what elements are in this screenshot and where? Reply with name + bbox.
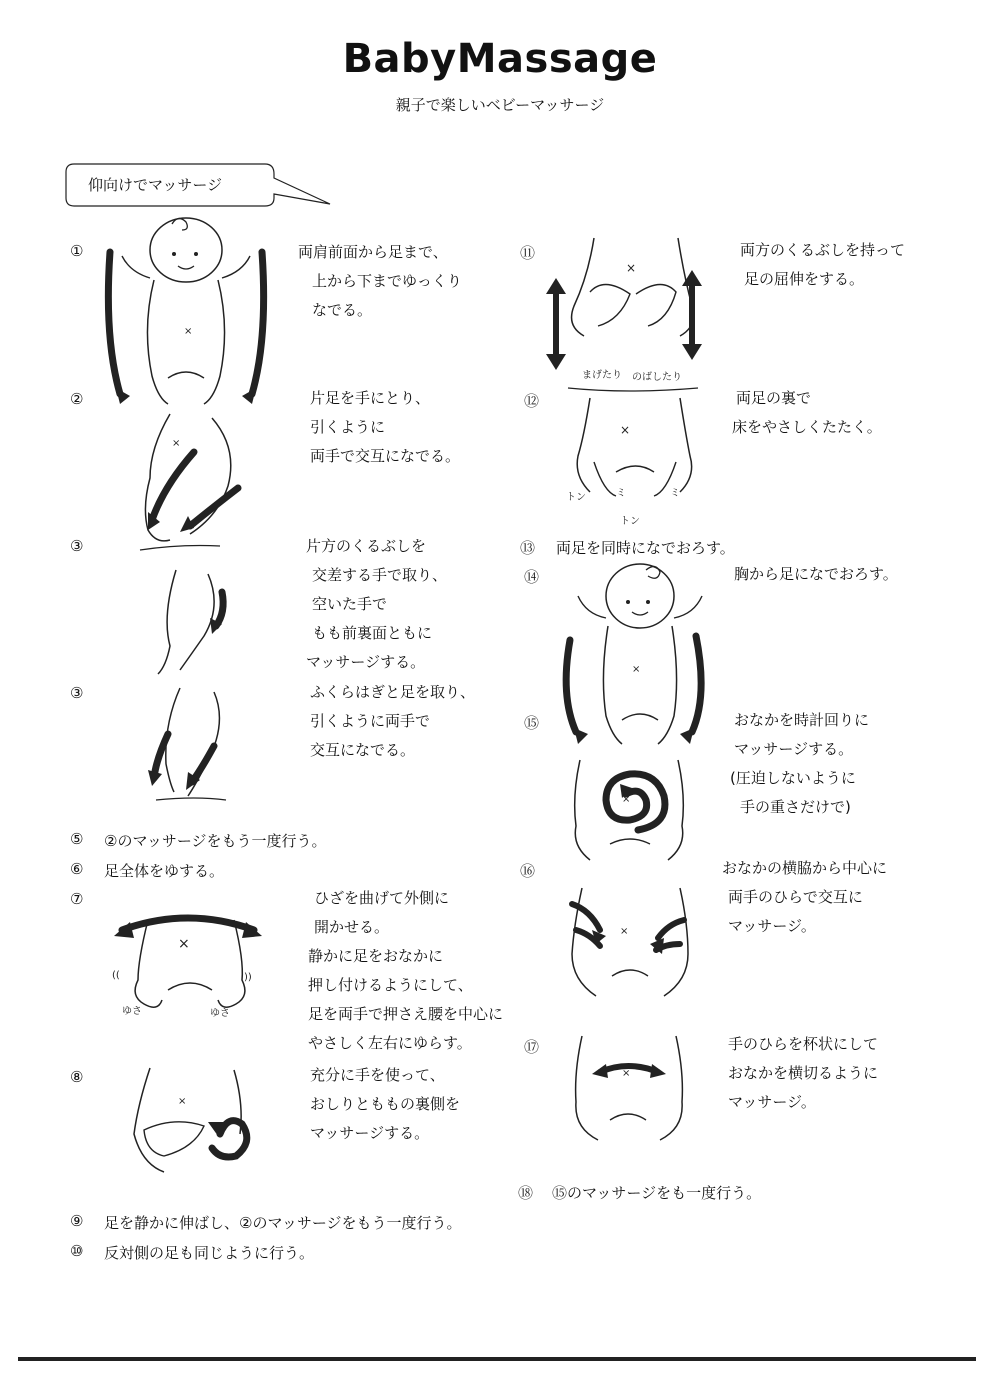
- step-number-1: ①: [70, 242, 84, 260]
- step-text-12: [732, 384, 882, 442]
- figure-label-bend: まげたり: [582, 370, 622, 381]
- step-3a-line: マッサージする。: [306, 653, 426, 671]
- knee-rock-figure: [108, 900, 268, 1030]
- leg-stroke-figure: [120, 408, 260, 553]
- step-text-9: 足を静かに伸ばし、②のマッサージをもう一度行う。: [104, 1214, 462, 1232]
- step-2-line: 両手で交互になでる。: [310, 447, 461, 465]
- step-number-2: ②: [70, 390, 84, 408]
- step-16-line: マッサージ。: [728, 917, 816, 935]
- bottom-rule: [18, 1357, 976, 1361]
- step-7-line: 足を両手で押さえ腰を中心に: [308, 1005, 504, 1023]
- svg-text:×: ×: [184, 326, 193, 337]
- calf-stroke-figure: [136, 684, 256, 804]
- callout-text: 仰向けでマッサージ: [88, 176, 223, 194]
- step-8-line: 充分に手を使って、: [310, 1066, 445, 1084]
- step-text-1: [298, 238, 462, 325]
- step-17-line: 手のひらを杯状にして: [728, 1035, 879, 1053]
- svg-text:)): )): [244, 972, 252, 983]
- leg-bend-figure: [538, 236, 718, 396]
- step-16-line: おなかの横脇から中心に: [722, 859, 888, 877]
- step-text-3a: [306, 532, 447, 677]
- step-text-5: ②のマッサージをもう一度行う。: [104, 832, 327, 850]
- page-title: BabyMassage: [342, 36, 658, 82]
- figure-label-stretch: のばしたり: [632, 372, 682, 383]
- step-8-line: マッサージする。: [310, 1124, 430, 1142]
- step-7-line: 静かに足をおなかに: [308, 947, 444, 965]
- step-text-11: [740, 236, 905, 294]
- step-number-3b: ③: [70, 684, 84, 702]
- step-text-13: 両足を同時になでおろす。: [556, 539, 735, 557]
- svg-text:×: ×: [172, 438, 181, 449]
- step-3b-line: ふくらはぎと足を取り、: [310, 683, 476, 701]
- step-number-6: ⑥: [70, 860, 84, 878]
- step-14-line: 胸から足になでおろす。: [734, 565, 898, 583]
- buttock-massage-figure: [124, 1064, 264, 1184]
- step-number-5: ⑤: [70, 830, 84, 848]
- step-15-line: おなかを時計回りに: [734, 711, 870, 729]
- step-text-6: 足全体をゆする。: [104, 862, 225, 880]
- step-3b-line: 交互になでる。: [310, 741, 416, 759]
- side-to-center-figure: [560, 884, 700, 1012]
- step-15-line: マッサージする。: [734, 740, 854, 758]
- step-text-15: [730, 706, 870, 822]
- step-text-18: ⑮のマッサージをも一度行う。: [552, 1184, 762, 1202]
- step-3a-line: 空いた手で: [312, 595, 388, 613]
- figure-label-yusa-right: ゆさ: [210, 1008, 230, 1019]
- step-number-16: ⑯: [520, 862, 536, 880]
- svg-text:×: ×: [620, 423, 631, 437]
- step-text-2: [310, 384, 460, 471]
- step-number-7: ⑦: [70, 890, 84, 908]
- step-3a-line: もも前裏面ともに: [312, 624, 433, 642]
- svg-text:ミ: ミ: [616, 488, 626, 499]
- svg-text:×: ×: [622, 794, 631, 805]
- step-17-line: おなかを横切るように: [728, 1064, 879, 1082]
- step-number-10: ⑩: [70, 1242, 84, 1260]
- step-12-line: 両足の裏で: [736, 389, 812, 407]
- step-text-8: [310, 1061, 460, 1148]
- step-number-8: ⑧: [70, 1068, 84, 1086]
- step-number-14: ⑭: [524, 568, 540, 586]
- tummy-circle-figure: [560, 756, 700, 871]
- svg-text:×: ×: [632, 664, 641, 675]
- step-number-12: ⑫: [524, 392, 540, 410]
- svg-text:×: ×: [178, 936, 190, 952]
- step-number-3: ③: [70, 537, 84, 555]
- step-text-14: [734, 560, 898, 589]
- step-3b-line: 引くように両手で: [310, 712, 431, 730]
- step-16-line: 両手のひらで交互に: [728, 888, 863, 906]
- step-15-line: 手の重さだけで): [740, 798, 851, 816]
- step-11-line: 両方のくるぶしを持って: [740, 241, 906, 259]
- step-text-7: [308, 884, 503, 1058]
- step-3a-line: 交差する手で取り、: [312, 566, 448, 584]
- step-15-line: (圧迫しないように: [730, 769, 856, 787]
- baby-full-body-figure: [96, 208, 276, 418]
- step-text-10: 反対側の足も同じように行う。: [104, 1244, 315, 1262]
- step-12-line: 床をやさしくたたく。: [732, 418, 882, 436]
- step-text-3b: [310, 678, 475, 765]
- step-11-line: 足の屈伸をする。: [744, 270, 865, 288]
- page-subtitle: 親子で楽しいベビーマッサージ: [395, 96, 605, 114]
- step-7-line: ひざを曲げて外側に: [314, 889, 450, 907]
- step-8-line: おしりとももの裏側を: [310, 1095, 461, 1113]
- step-17-line: マッサージ。: [728, 1093, 816, 1111]
- step-2-line: 片足を手にとり、: [310, 389, 431, 407]
- svg-text:×: ×: [622, 1068, 631, 1079]
- step-2-line: 引くように: [310, 418, 386, 436]
- step-number-13: ⑬: [520, 539, 536, 557]
- step-3a-line: 片方のくるぶしを: [306, 537, 427, 555]
- figure-label-yusa-left: ゆさ: [122, 1006, 142, 1017]
- svg-text:((: ((: [112, 970, 120, 981]
- svg-text:×: ×: [178, 1096, 187, 1107]
- step-1-line: なでる。: [312, 301, 373, 319]
- step-1-line: 上から下までゆっくり: [312, 272, 462, 290]
- baby-chest-to-legs-figure: [550, 556, 720, 756]
- step-7-line: 押し付けるようにして、: [308, 976, 473, 994]
- step-number-9: ⑨: [70, 1212, 84, 1230]
- svg-text:×: ×: [620, 926, 629, 937]
- figure-label-ton-bottom: トン: [620, 516, 640, 527]
- step-text-17: [728, 1030, 878, 1117]
- thigh-massage-figure: [150, 566, 240, 678]
- step-text-16: [722, 854, 887, 941]
- step-number-18: ⑱: [518, 1184, 534, 1202]
- foot-tap-figure: [560, 396, 710, 531]
- step-1-line: 両肩前面から足まで、: [298, 243, 448, 261]
- step-number-17: ⑰: [524, 1038, 540, 1056]
- step-number-15: ⑮: [524, 714, 540, 732]
- svg-text:×: ×: [626, 261, 637, 275]
- step-number-11: ⑪: [520, 244, 536, 262]
- step-7-line: やさしく左右にゆらす。: [308, 1034, 472, 1052]
- svg-text:ミ: ミ: [670, 488, 680, 499]
- figure-label-ton-left: トン: [566, 492, 586, 503]
- step-7-line: 開かせる。: [314, 918, 390, 936]
- across-tummy-figure: [564, 1032, 694, 1152]
